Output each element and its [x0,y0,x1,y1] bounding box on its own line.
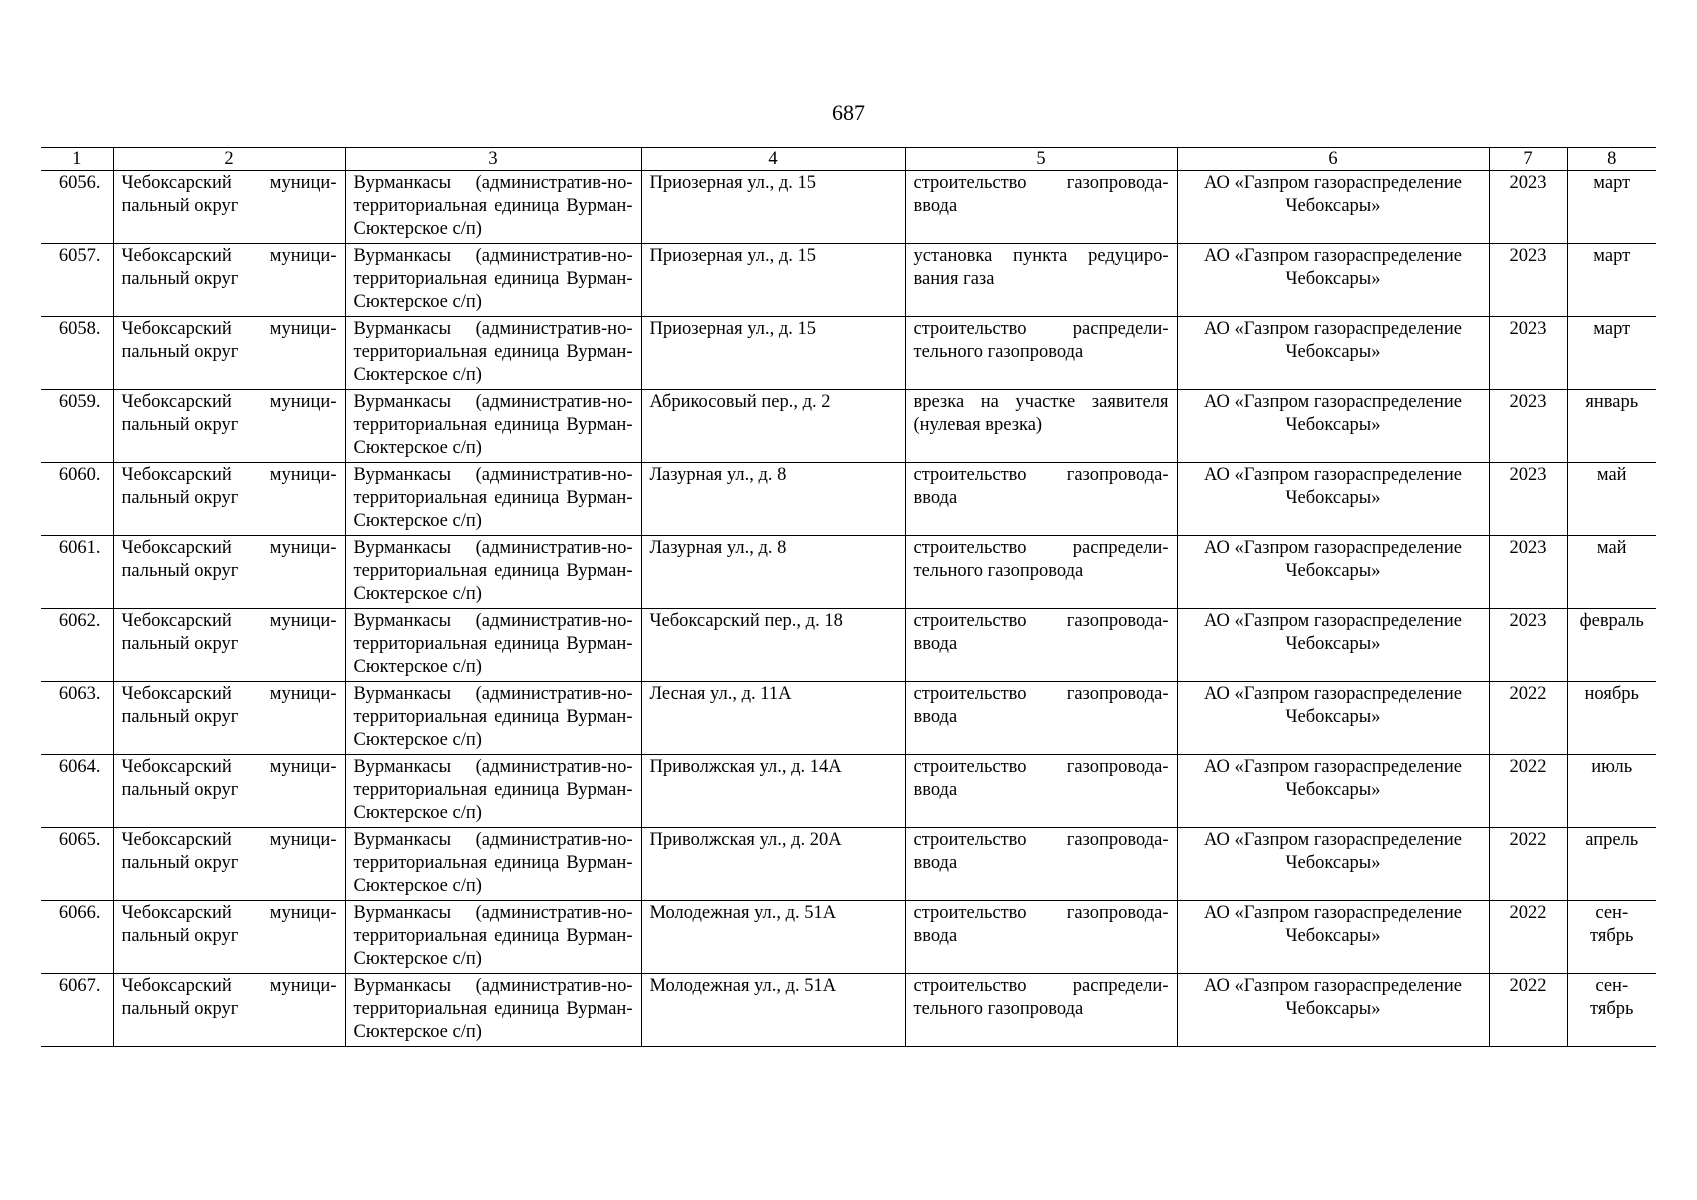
table-row [41,682,1656,755]
gas-works-table [41,147,1656,1047]
organization-cell: АО «Газпром газораспределение Чебоксары» [1177,390,1489,463]
column-header: 5 [905,148,1177,171]
month-cell: июль [1567,755,1656,828]
organization-cell: АО «Газпром газораспределение Чебоксары» [1177,536,1489,609]
year-cell: 2023 [1489,244,1567,317]
year-cell: 2023 [1489,317,1567,390]
organization-cell: АО «Газпром газораспределение Чебоксары» [1177,828,1489,901]
address-cell: Лазурная ул., д. 8 [641,536,905,609]
column-header: 2 [113,148,345,171]
district-cell: Чебоксарский муници-пальный округ [113,536,345,609]
year-cell: 2022 [1489,974,1567,1047]
district-cell: Чебоксарский муници-пальный округ [113,755,345,828]
table-row [41,390,1656,463]
column-header: 4 [641,148,905,171]
organization-cell: АО «Газпром газораспределение Чебоксары» [1177,244,1489,317]
row-number: 6060. [41,463,113,536]
column-header: 8 [1567,148,1656,171]
table-row [41,609,1656,682]
work-type-cell: строительство распредели-тельного газопровода [905,317,1177,390]
year-cell: 2022 [1489,682,1567,755]
work-type-cell: строительство газопровода-ввода [905,901,1177,974]
work-type-cell: врезка на участке заявителя (нулевая врезка) [905,390,1177,463]
locality-cell: Вурманкасы (административ-но-территориальная единица Вурман-Сюктерское с/п) [345,974,641,1047]
row-number: 6059. [41,390,113,463]
work-type-cell: строительство газопровода-ввода [905,755,1177,828]
address-cell: Приволжская ул., д. 14А [641,755,905,828]
district-cell: Чебоксарский муници-пальный округ [113,974,345,1047]
year-cell: 2022 [1489,828,1567,901]
address-cell: Приозерная ул., д. 15 [641,171,905,244]
organization-cell: АО «Газпром газораспределение Чебоксары» [1177,171,1489,244]
organization-cell: АО «Газпром газораспределение Чебоксары» [1177,463,1489,536]
work-type-cell: строительство газопровода-ввода [905,682,1177,755]
table-row [41,463,1656,536]
table-row [41,755,1656,828]
locality-cell: Вурманкасы (административ-но-территориальная единица Вурман-Сюктерское с/п) [345,244,641,317]
month-cell: март [1567,317,1656,390]
year-cell: 2023 [1489,171,1567,244]
row-number: 6066. [41,901,113,974]
district-cell: Чебоксарский муници-пальный округ [113,171,345,244]
work-type-cell: строительство распредели-тельного газопровода [905,536,1177,609]
organization-cell: АО «Газпром газораспределение Чебоксары» [1177,682,1489,755]
work-type-cell: строительство газопровода-ввода [905,828,1177,901]
work-type-cell: строительство газопровода-ввода [905,171,1177,244]
district-cell: Чебоксарский муници-пальный округ [113,682,345,755]
district-cell: Чебоксарский муници-пальный округ [113,901,345,974]
table-row [41,974,1656,1047]
table-row [41,317,1656,390]
locality-cell: Вурманкасы (административ-но-территориальная единица Вурман-Сюктерское с/п) [345,317,641,390]
row-number: 6067. [41,974,113,1047]
table-row [41,171,1656,244]
district-cell: Чебоксарский муници-пальный округ [113,463,345,536]
column-header: 3 [345,148,641,171]
locality-cell: Вурманкасы (административ-но-территориальная единица Вурман-Сюктерское с/п) [345,609,641,682]
organization-cell: АО «Газпром газораспределение Чебоксары» [1177,974,1489,1047]
table-row [41,536,1656,609]
month-cell: январь [1567,390,1656,463]
year-cell: 2022 [1489,901,1567,974]
page-number: 687 [832,100,865,125]
district-cell: Чебоксарский муници-пальный округ [113,828,345,901]
work-type-cell: строительство распредели-тельного газопровода [905,974,1177,1047]
locality-cell: Вурманкасы (административ-но-территориальная единица Вурман-Сюктерское с/п) [345,682,641,755]
address-cell: Молодежная ул., д. 51А [641,974,905,1047]
district-cell: Чебоксарский муници-пальный округ [113,244,345,317]
row-number: 6064. [41,755,113,828]
month-cell: март [1567,244,1656,317]
row-number: 6065. [41,828,113,901]
address-cell: Молодежная ул., д. 51А [641,901,905,974]
locality-cell: Вурманкасы (административ-но-территориальная единица Вурман-Сюктерское с/п) [345,171,641,244]
row-number: 6061. [41,536,113,609]
address-cell: Приволжская ул., д. 20А [641,828,905,901]
year-cell: 2023 [1489,536,1567,609]
organization-cell: АО «Газпром газораспределение Чебоксары» [1177,609,1489,682]
row-number: 6056. [41,171,113,244]
district-cell: Чебоксарский муници-пальный округ [113,609,345,682]
row-number: 6058. [41,317,113,390]
column-number-row [41,148,1656,171]
address-cell: Абрикосовый пер., д. 2 [641,390,905,463]
work-type-cell: установка пункта редуциро-вания газа [905,244,1177,317]
year-cell: 2022 [1489,755,1567,828]
work-type-cell: строительство газопровода-ввода [905,463,1177,536]
month-cell: ноябрь [1567,682,1656,755]
address-cell: Приозерная ул., д. 15 [641,317,905,390]
month-cell: сен-тябрь [1567,901,1656,974]
table-row [41,244,1656,317]
month-cell: февраль [1567,609,1656,682]
month-cell: сен-тябрь [1567,974,1656,1047]
month-cell: март [1567,171,1656,244]
organization-cell: АО «Газпром газораспределение Чебоксары» [1177,317,1489,390]
row-number: 6062. [41,609,113,682]
year-cell: 2023 [1489,463,1567,536]
district-cell: Чебоксарский муници-пальный округ [113,317,345,390]
column-header: 7 [1489,148,1567,171]
locality-cell: Вурманкасы (административ-но-территориальная единица Вурман-Сюктерское с/п) [345,828,641,901]
work-type-cell: строительство газопровода-ввода [905,609,1177,682]
address-cell: Лазурная ул., д. 8 [641,463,905,536]
address-cell: Лесная ул., д. 11А [641,682,905,755]
district-cell: Чебоксарский муници-пальный округ [113,390,345,463]
organization-cell: АО «Газпром газораспределение Чебоксары» [1177,901,1489,974]
table-row [41,828,1656,901]
locality-cell: Вурманкасы (административ-но-территориальная единица Вурман-Сюктерское с/п) [345,755,641,828]
row-number: 6063. [41,682,113,755]
locality-cell: Вурманкасы (административ-но-территориальная единица Вурман-Сюктерское с/п) [345,390,641,463]
column-header: 1 [41,148,113,171]
address-cell: Чебоксарский пер., д. 18 [641,609,905,682]
row-number: 6057. [41,244,113,317]
month-cell: май [1567,463,1656,536]
locality-cell: Вурманкасы (административ-но-территориальная единица Вурман-Сюктерское с/п) [345,463,641,536]
column-header: 6 [1177,148,1489,171]
locality-cell: Вурманкасы (административ-но-территориальная единица Вурман-Сюктерское с/п) [345,536,641,609]
month-cell: май [1567,536,1656,609]
table-row [41,901,1656,974]
locality-cell: Вурманкасы (административ-но-территориальная единица Вурман-Сюктерское с/п) [345,901,641,974]
address-cell: Приозерная ул., д. 15 [641,244,905,317]
year-cell: 2023 [1489,390,1567,463]
year-cell: 2023 [1489,609,1567,682]
month-cell: апрель [1567,828,1656,901]
organization-cell: АО «Газпром газораспределение Чебоксары» [1177,755,1489,828]
